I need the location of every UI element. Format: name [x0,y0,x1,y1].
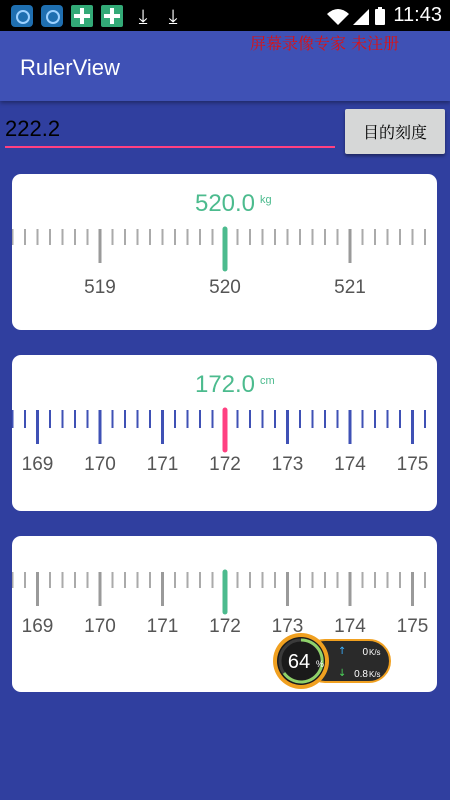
ruler-label: 170 [84,616,116,637]
ruler-unit: cm [260,375,275,387]
battery-icon [375,9,385,25]
ruler-value: 172.0 [194,371,256,398]
download-icon: ⤓ [138,4,148,28]
upload-speed: 0 [362,647,368,658]
ruler-label: 170 [84,454,116,475]
plus-icon [101,5,123,27]
ruler-label: 173 [271,454,304,475]
ruler-label: 169 [21,454,54,475]
upload-unit: K/s [369,648,381,657]
speed-percent-sign: % [316,659,325,669]
ruler-label: 171 [146,616,179,637]
ruler-unit: kg [260,194,272,206]
status-time: 11:43 [393,4,442,26]
height-ruler[interactable] [12,355,437,511]
app-title: RulerView [20,55,120,80]
value-input[interactable] [5,112,335,148]
plus-icon [71,5,93,27]
weight-ruler-card [12,174,437,330]
ruler-label: 519 [84,277,116,298]
ruler-label: 169 [21,616,54,637]
download-unit: K/s [369,670,381,679]
ruler-label: 172 [209,454,241,475]
network-speed-widget[interactable] [272,632,392,690]
ruler-label: 175 [396,454,429,475]
watermark-text: 屏幕录像专家 未注册 [250,34,400,53]
app-icon [41,5,63,27]
download-speed: 0.8 [354,669,368,680]
ruler-value: 520.0 [194,190,256,217]
status-bar [0,0,450,31]
target-scale-button[interactable]: 目的刻度 [345,109,445,154]
weight-ruler[interactable] [12,174,437,330]
ruler-label: 175 [396,616,429,637]
download-arrow-icon: ↓ [338,668,347,679]
download-icon: ⤓ [168,4,178,28]
speed-widget-graphic [272,632,392,690]
ruler-label: 173 [271,616,304,637]
height-ruler-card [12,355,437,511]
ruler-label: 171 [146,454,179,475]
ruler-label: 521 [334,277,366,298]
wifi-icon [327,9,349,25]
ruler-label: 520 [209,277,241,298]
speed-percent: 64 [287,651,311,673]
app-icon [11,5,33,27]
status-right-icons [325,6,395,26]
app-bar [0,31,450,101]
signal-icon [353,9,369,25]
ruler-label: 172 [209,616,241,637]
ruler-label: 174 [334,454,366,475]
ruler-label: 174 [334,616,366,637]
upload-arrow-icon: ↑ [338,646,347,657]
